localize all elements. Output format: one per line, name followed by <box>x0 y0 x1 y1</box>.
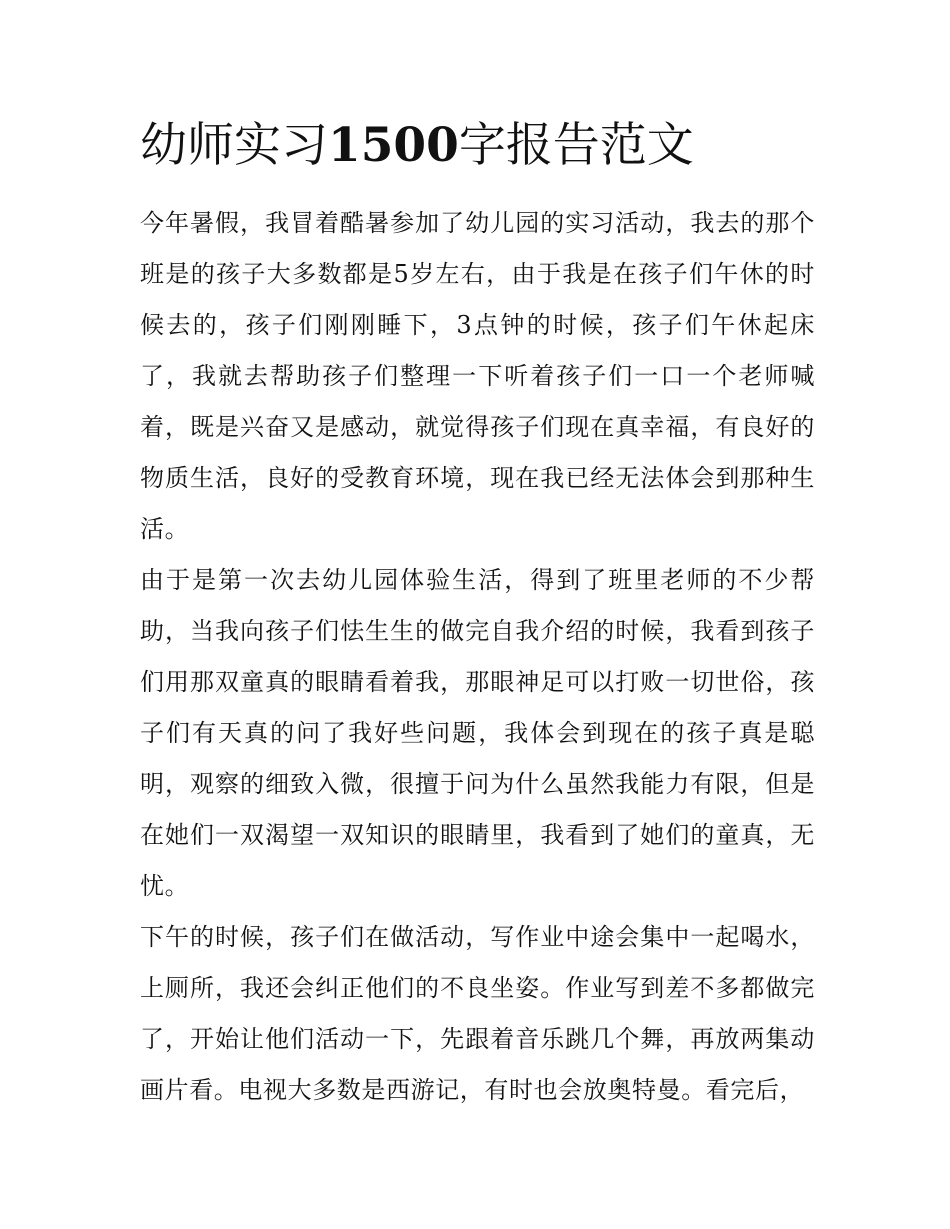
document-body <box>140 198 815 1116</box>
title-text-start: 幼师实习 <box>140 118 328 173</box>
title-number: 1500 <box>328 118 459 173</box>
paragraph-3: 下午的时候，孩子们在做活动，写作业中途会集中一起喝水，上厕所，我还会纠正他们的不良坐姿。作业写到差不多都做完了，开始让他们活动一下，先跟着音乐跳几个舞，再放两集动画片看。电视大多数是西游记，有时也会放奥特曼。看完后， <box>140 923 815 1104</box>
paragraph-2: 由于是第一次去幼儿园体验生活，得到了班里老师的不少帮助，当我向孩子们怯生生的做完自我介绍的时候，我看到孩子们用那双童真的眼睛看着我，那眼神足可以打败一切世俗，孩子们有天真的问了我好些问题，我体会到现在的孩子真是聪明，观察的细致入微，很擅于问为什么虽然我能力有限，但是在她们一双渴望一双知识的眼睛里，我看到了她们的童真，无忧。 <box>140 566 815 900</box>
document-title <box>140 116 694 176</box>
title-text-end: 字报告范文 <box>458 118 694 173</box>
paragraph-1: 今年暑假，我冒着酷暑参加了幼儿园的实习活动，我去的那个班是的孩子大多数都是5岁左右，由于我是在孩子们午休的时候去的，孩子们刚刚睡下，3点钟的时候，孩子们午休起床了，我就去帮助孩子们整理一下听着孩子们一口一个老师喊着，既是兴奋又是感动，就觉得孩子们现在真幸福，有良好的物质生活，良好的受教育环境，现在我已经无法体会到那种生活。 <box>140 209 815 543</box>
